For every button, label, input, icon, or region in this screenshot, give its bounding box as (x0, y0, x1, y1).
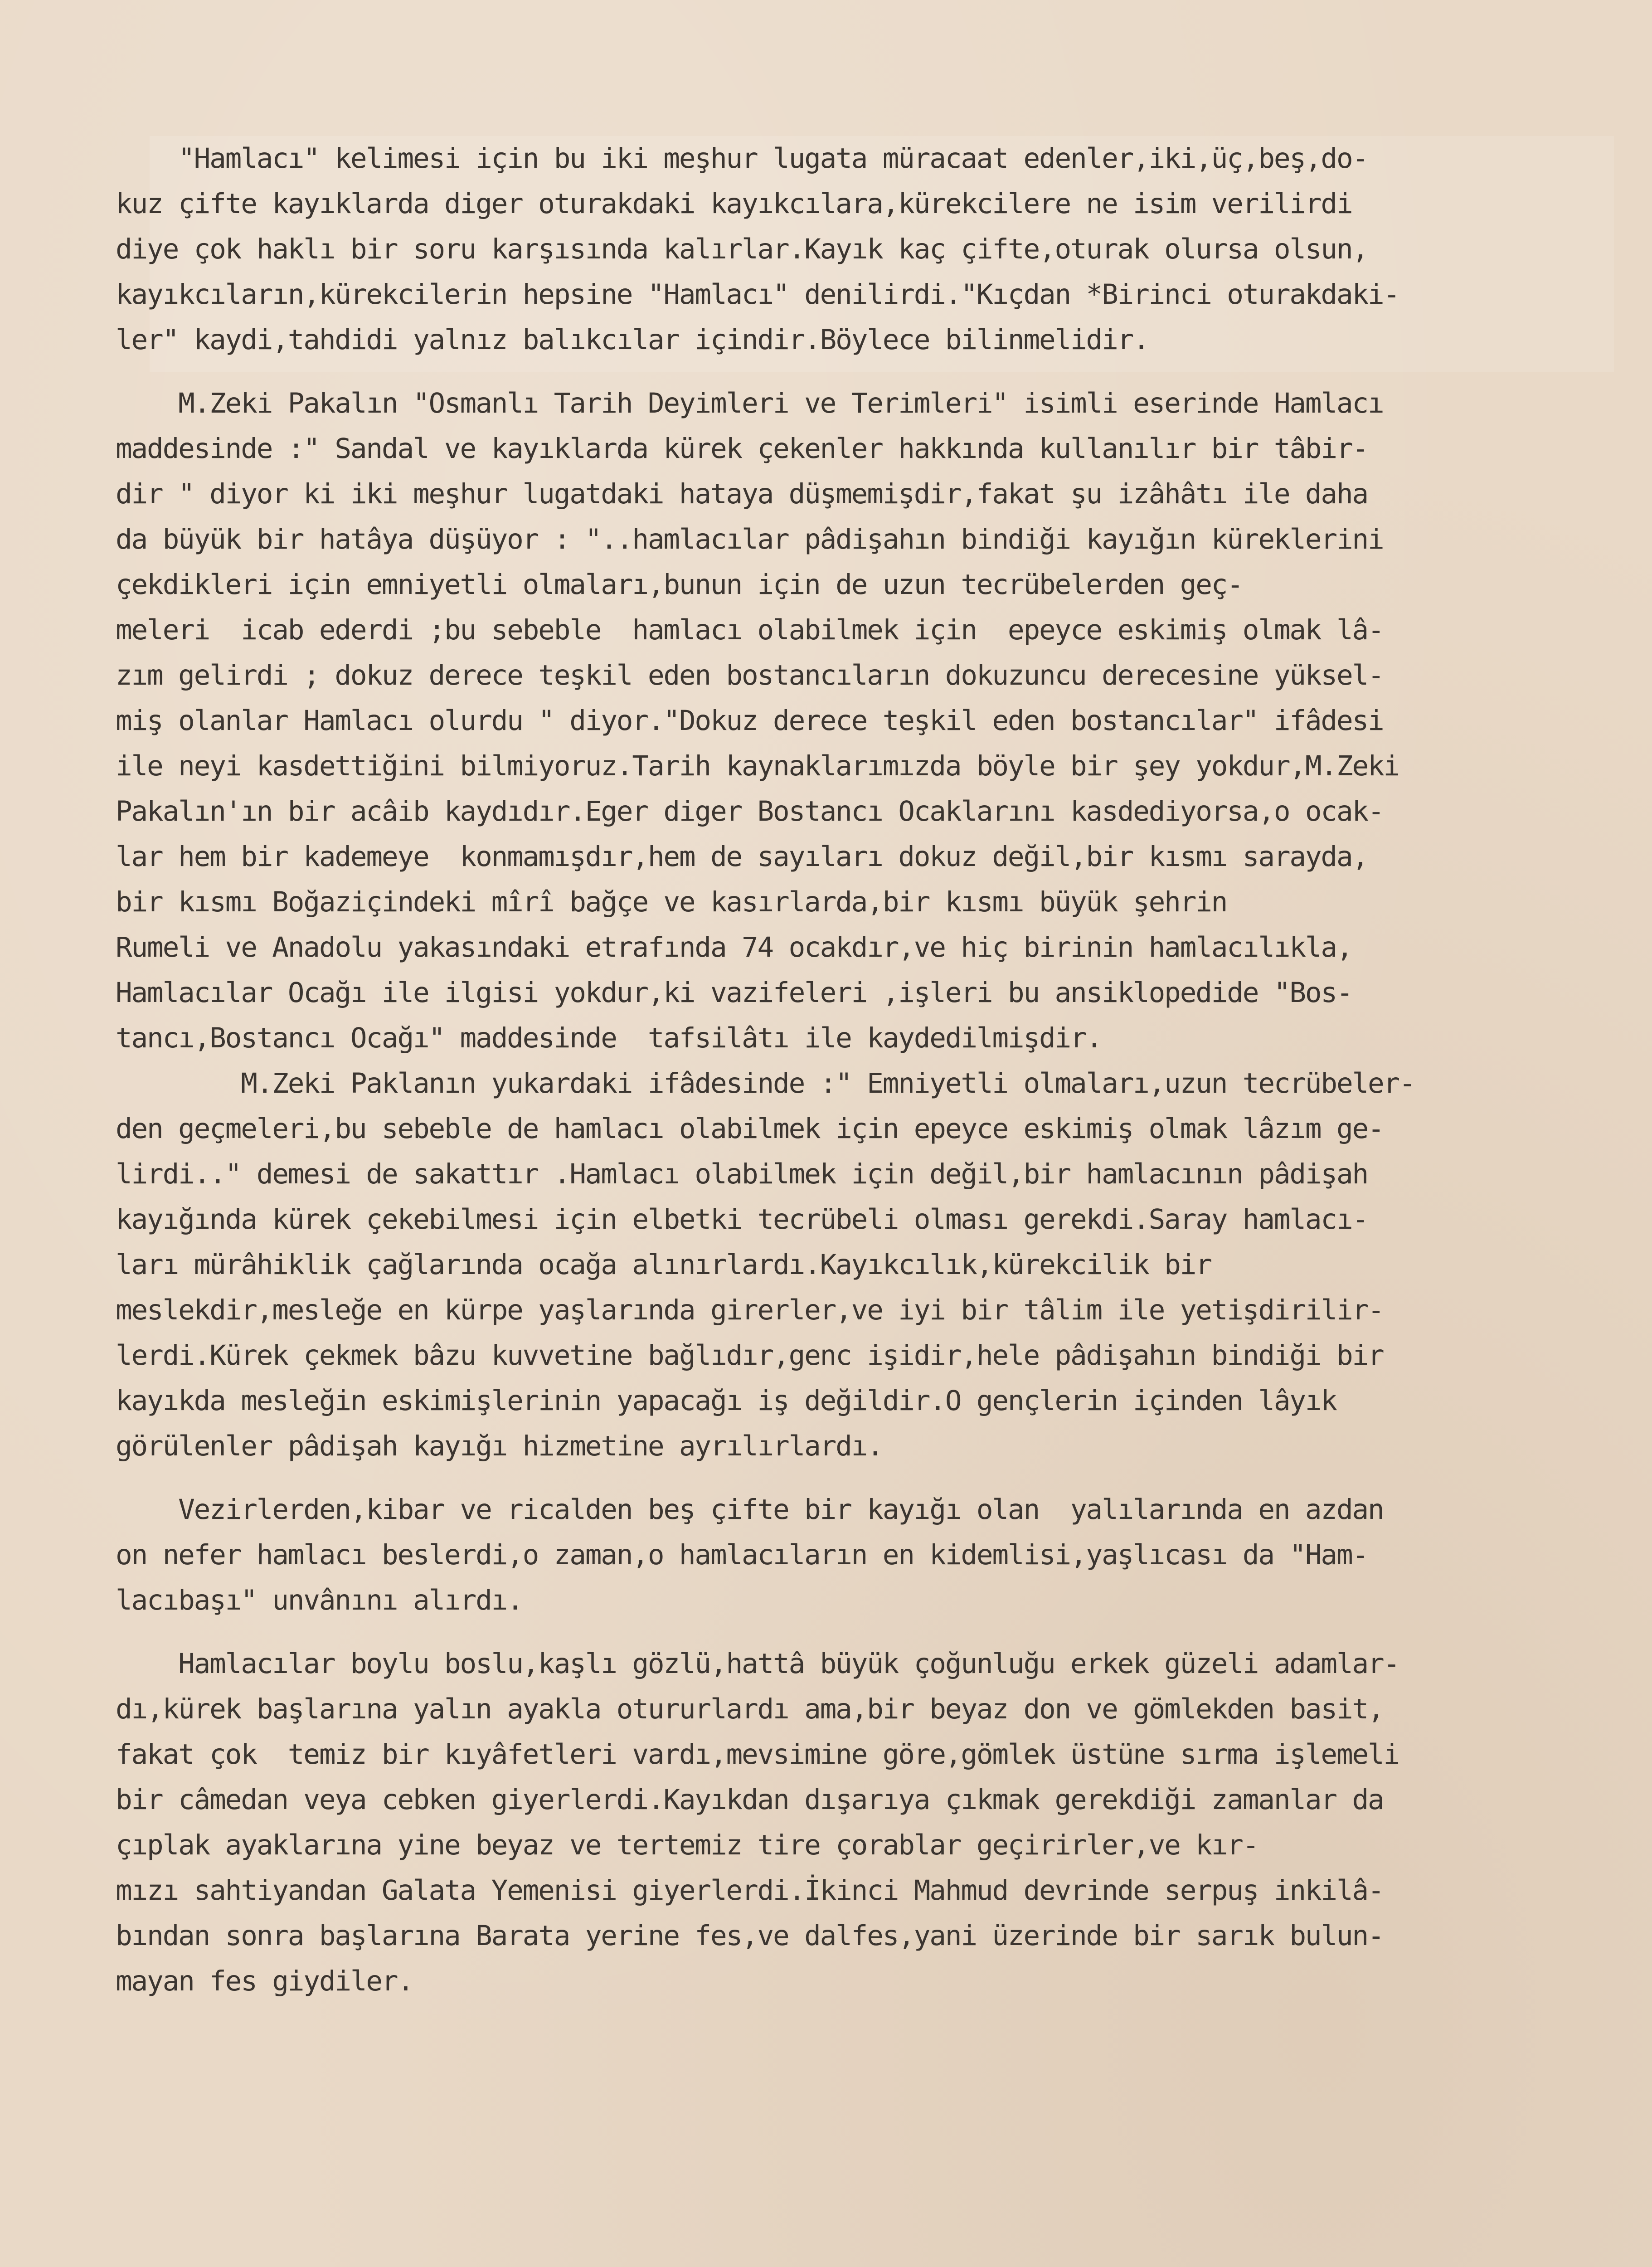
text-line: dir " diyor ki iki meşhur lugatdaki hataya düşmemişdir,fakat şu izâhâtı ile daha (116, 478, 1368, 510)
typed-text (116, 136, 1630, 2004)
paragraph (116, 1061, 1630, 1469)
text-line: bir câmedan veya cebken giyerlerdi.Kayıkdan dışarıya çıkmak gerekdiği zamanlar da (116, 1784, 1384, 1816)
text-line: kayıkcıların,kürekcilerin hepsine "Hamlacı" denilirdi."Kıçdan *Birinci oturakdaki- (116, 278, 1399, 311)
text-line: mayan fes giydiler. (116, 1965, 413, 1997)
paragraph (116, 1487, 1630, 1623)
text-line: lerdi.Kürek çekmek bâzu kuvvetine bağlıdır,genc işidir,hele pâdişahın bindiği bir (116, 1339, 1384, 1372)
text-line: tancı,Bostancı Ocağı" maddesinde tafsilâtı ile kaydedilmişdir. (116, 1022, 1102, 1054)
text-line: "Hamlacı" kelimesi için bu iki meşhur lugata müracaat edenler,iki,üç,beş,do- (116, 142, 1368, 175)
text-line: çekdikleri için emniyetli olmaları,bunun için de uzun tecrübelerden geç- (116, 569, 1243, 601)
text-line: fakat çok temiz bir kıyâfetleri vardı,mevsimine göre,gömlek üstüne sırma işlemeli (116, 1738, 1399, 1771)
text-line: kayığında kürek çekebilmesi için elbetki tecrübeli olması gerekdi.Saray hamlacı- (116, 1203, 1368, 1236)
text-line: ler" kaydi,tahdidi yalnız balıkcılar içindir.Böylece bilinmelidir. (116, 324, 1149, 356)
text-line: diye çok haklı bir soru karşısında kalırlar.Kayık kaç çifte,oturak olursa olsun, (116, 233, 1368, 265)
text-line: dı,kürek başlarına yalın ayakla otururlardı ama,bir beyaz don ve gömlekden basit, (116, 1693, 1384, 1725)
text-line: Vezirlerden,kibar ve ricalden beş çifte bir kayığı olan yalılarında en azdan (116, 1493, 1384, 1526)
text-line: lar hem bir kademeye konmamışdır,hem de sayıları dokuz değil,bir kısmı sarayda, (116, 841, 1368, 873)
text-line: Pakalın'ın bir acâib kaydıdır.Eger diger Bostancı Ocaklarını kasdediyorsa,o ocak- (116, 795, 1384, 827)
paragraph (116, 1641, 1630, 2004)
text-line: bından sonra başlarına Barata yerine fes,ve dalfes,yani üzerinde bir sarık bulun- (116, 1920, 1384, 1952)
paragraph (116, 381, 1630, 1061)
text-line: lirdi.." demesi de sakattır .Hamlacı olabilmek için değil,bir hamlacının pâdişah (116, 1158, 1368, 1190)
text-line: Hamlacılar boylu boslu,kaşlı gözlü,hattâ büyük çoğunluğu erkek güzeli adamlar- (116, 1648, 1399, 1680)
text-line: mızı sahtiyandan Galata Yemenisi giyerlerdi.İkinci Mahmud devrinde serpuş inkilâ- (116, 1874, 1384, 1907)
text-line: M.Zeki Pakalın "Osmanlı Tarih Deyimleri ve Terimleri" isimli eserinde Hamlacı (116, 387, 1384, 419)
paragraph-gap (116, 1469, 1630, 1487)
text-line: M.Zeki Paklanın yukardaki ifâdesinde :" Emniyetli olmaları,uzun tecrübeler- (116, 1067, 1415, 1099)
text-line: meleri icab ederdi ;bu sebeble hamlacı olabilmek için epeyce eskimiş olmak lâ- (116, 614, 1384, 646)
text-line: kayıkda mesleğin eskimişlerinin yapacağı iş değildir.O gençlerin içinden lâyık (116, 1385, 1336, 1417)
text-line: çıplak ayaklarına yine beyaz ve tertemiz tire çorablar geçirirler,ve kır- (116, 1829, 1258, 1861)
text-line: da büyük bir hatâya düşüyor : "..hamlacılar pâdişahın bindiği kayığın küreklerini (116, 523, 1384, 555)
text-line: maddesinde :" Sandal ve kayıklarda kürek çekenler hakkında kullanılır bir tâbir- (116, 433, 1368, 465)
text-line: meslekdir,mesleğe en kürpe yaşlarında girerler,ve iyi bir tâlim ile yetişdirilir- (116, 1294, 1384, 1326)
text-line: on nefer hamlacı beslerdi,o zaman,o hamlacıların en kidemlisi,yaşlıcası da "Ham- (116, 1539, 1368, 1571)
paragraph-gap (116, 1623, 1630, 1641)
text-line: zım gelirdi ; dokuz derece teşkil eden bostancıların dokuzuncu derecesine yüksel- (116, 659, 1384, 691)
text-line: görülenler pâdişah kayığı hizmetine ayrılırlardı. (116, 1430, 883, 1462)
text-line: miş olanlar Hamlacı olurdu " diyor."Dokuz derece teşkil eden bostancılar" ifâdesi (116, 705, 1384, 737)
text-line: ile neyi kasdettiğini bilmiyoruz.Tarih kaynaklarımızda böyle bir şey yokdur,M.Zeki (116, 750, 1399, 782)
text-line: bir kısmı Boğaziçindeki mîrî bağçe ve kasırlarda,bir kısmı büyük şehrin (116, 886, 1227, 918)
text-line: den geçmeleri,bu sebeble de hamlacı olabilmek için epeyce eskimiş olmak lâzım ge- (116, 1113, 1384, 1145)
text-line: Rumeli ve Anadolu yakasındaki etrafında 74 ocakdır,ve hiç birinin hamlacılıkla, (116, 931, 1352, 963)
text-line: lacıbaşı" unvânını alırdı. (116, 1584, 523, 1616)
text-line: ları mürâhiklik çağlarında ocağa alınırlardı.Kayıkcılık,kürekcilik bir (116, 1249, 1211, 1281)
text-line: Hamlacılar Ocağı ile ilgisi yokdur,ki vazifeleri ,işleri bu ansiklopedide "Bos- (116, 977, 1352, 1009)
paragraph-gap (116, 363, 1630, 381)
paragraph (116, 136, 1630, 363)
text-line: kuz çifte kayıklarda diger oturakdaki kayıkcılara,kürekcilere ne isim verilirdi (116, 188, 1352, 220)
